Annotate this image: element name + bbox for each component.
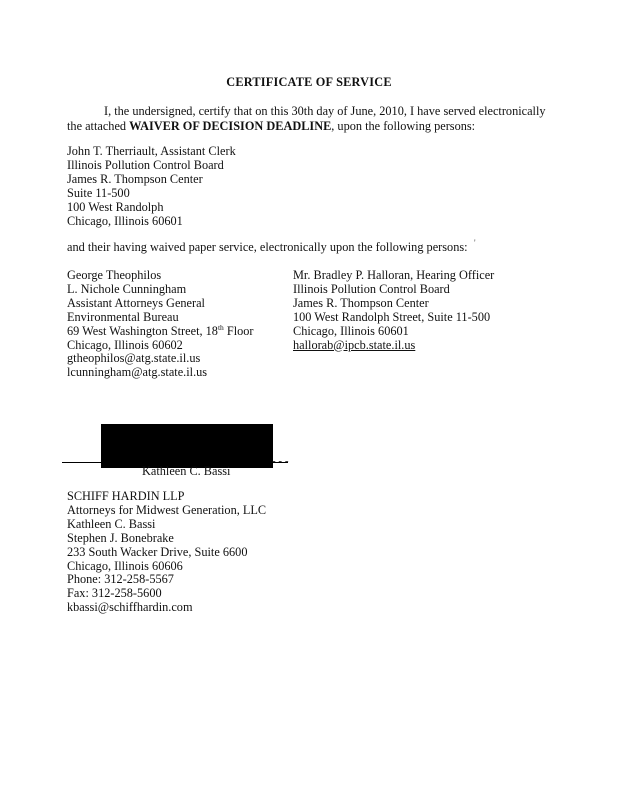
contact-city: Chicago, Illinois 60602 (67, 337, 183, 352)
firm-line: 233 South Wacker Drive, Suite 6600 (67, 544, 248, 559)
signature-line (62, 462, 288, 463)
signature-line-dots: - - - (272, 455, 289, 467)
street-text: 69 West Washington Street, 18 (67, 323, 218, 338)
firm-line: Stephen J. Bonebrake (67, 530, 174, 545)
contact-street (67, 322, 254, 339)
address-line: Chicago, Illinois 60601 (67, 213, 183, 228)
document-title: CERTIFICATE OF SERVICE (226, 75, 392, 89)
firm-line: Chicago, Illinois 60606 (67, 558, 183, 573)
address-line: John T. Therriault, Assistant Clerk (67, 144, 236, 158)
contact-line: 100 West Randolph Street, Suite 11-500 (293, 309, 491, 324)
address-line: 100 West Randolph (67, 199, 164, 214)
street-ordinal: th (217, 322, 224, 332)
contact-email-link[interactable]: lcunningham@atg.state.il.us (67, 365, 208, 380)
intro-text-end: , upon the following persons: (331, 119, 476, 133)
intro-document-name: WAIVER OF DECISION DEADLINE (129, 119, 332, 133)
contact-line: Illinois Pollution Control Board (293, 281, 450, 296)
contact-line: Mr. Bradley P. Halloran, Hearing Officer (293, 268, 495, 282)
firm-phone: Phone: 312-258-5567 (67, 572, 174, 587)
intro-paragraph (67, 104, 557, 134)
firm-fax: Fax: 312-258-5600 (67, 586, 162, 601)
firm-line: Attorneys for Midwest Generation, LLC (67, 502, 267, 517)
firm-signature-block (67, 490, 266, 615)
address-line: Illinois Pollution Control Board (67, 157, 224, 172)
firm-line: Kathleen C. Bassi (67, 516, 156, 531)
firm-email-link[interactable]: kbassi@schiffhardin.com (67, 600, 193, 615)
contact-email-link[interactable]: hallorab@ipcb.state.il.us (293, 337, 416, 352)
firm-name: SCHIFF HARDIN LLP (67, 489, 185, 503)
right-contact-block (293, 269, 494, 352)
contact-line: Environmental Bureau (67, 309, 179, 324)
waived-service-text: and their having waived paper service, electronically upon the following persons: (67, 240, 468, 254)
left-contact-block (67, 269, 254, 380)
contact-email-link[interactable]: gtheophilos@atg.state.il.us (67, 351, 201, 366)
intro-text-start: I, the undersigned, certify that on this 30th day of June, 2010, I have served electronically the attached (67, 104, 546, 133)
recipient-address (67, 145, 236, 228)
contact-line: L. Nichole Cunningham (67, 281, 187, 296)
contact-line: James R. Thompson Center (293, 295, 429, 310)
signatory-name: Kathleen C. Bassi (142, 464, 231, 478)
address-line: James R. Thompson Center (67, 171, 203, 186)
street-floor: Floor (223, 323, 254, 338)
contact-line: Assistant Attorneys General (67, 295, 205, 310)
stray-mark: ' (474, 238, 476, 248)
contact-line: George Theophilos (67, 268, 162, 282)
contact-line: Chicago, Illinois 60601 (293, 323, 409, 338)
address-line: Suite 11-500 (67, 185, 130, 200)
